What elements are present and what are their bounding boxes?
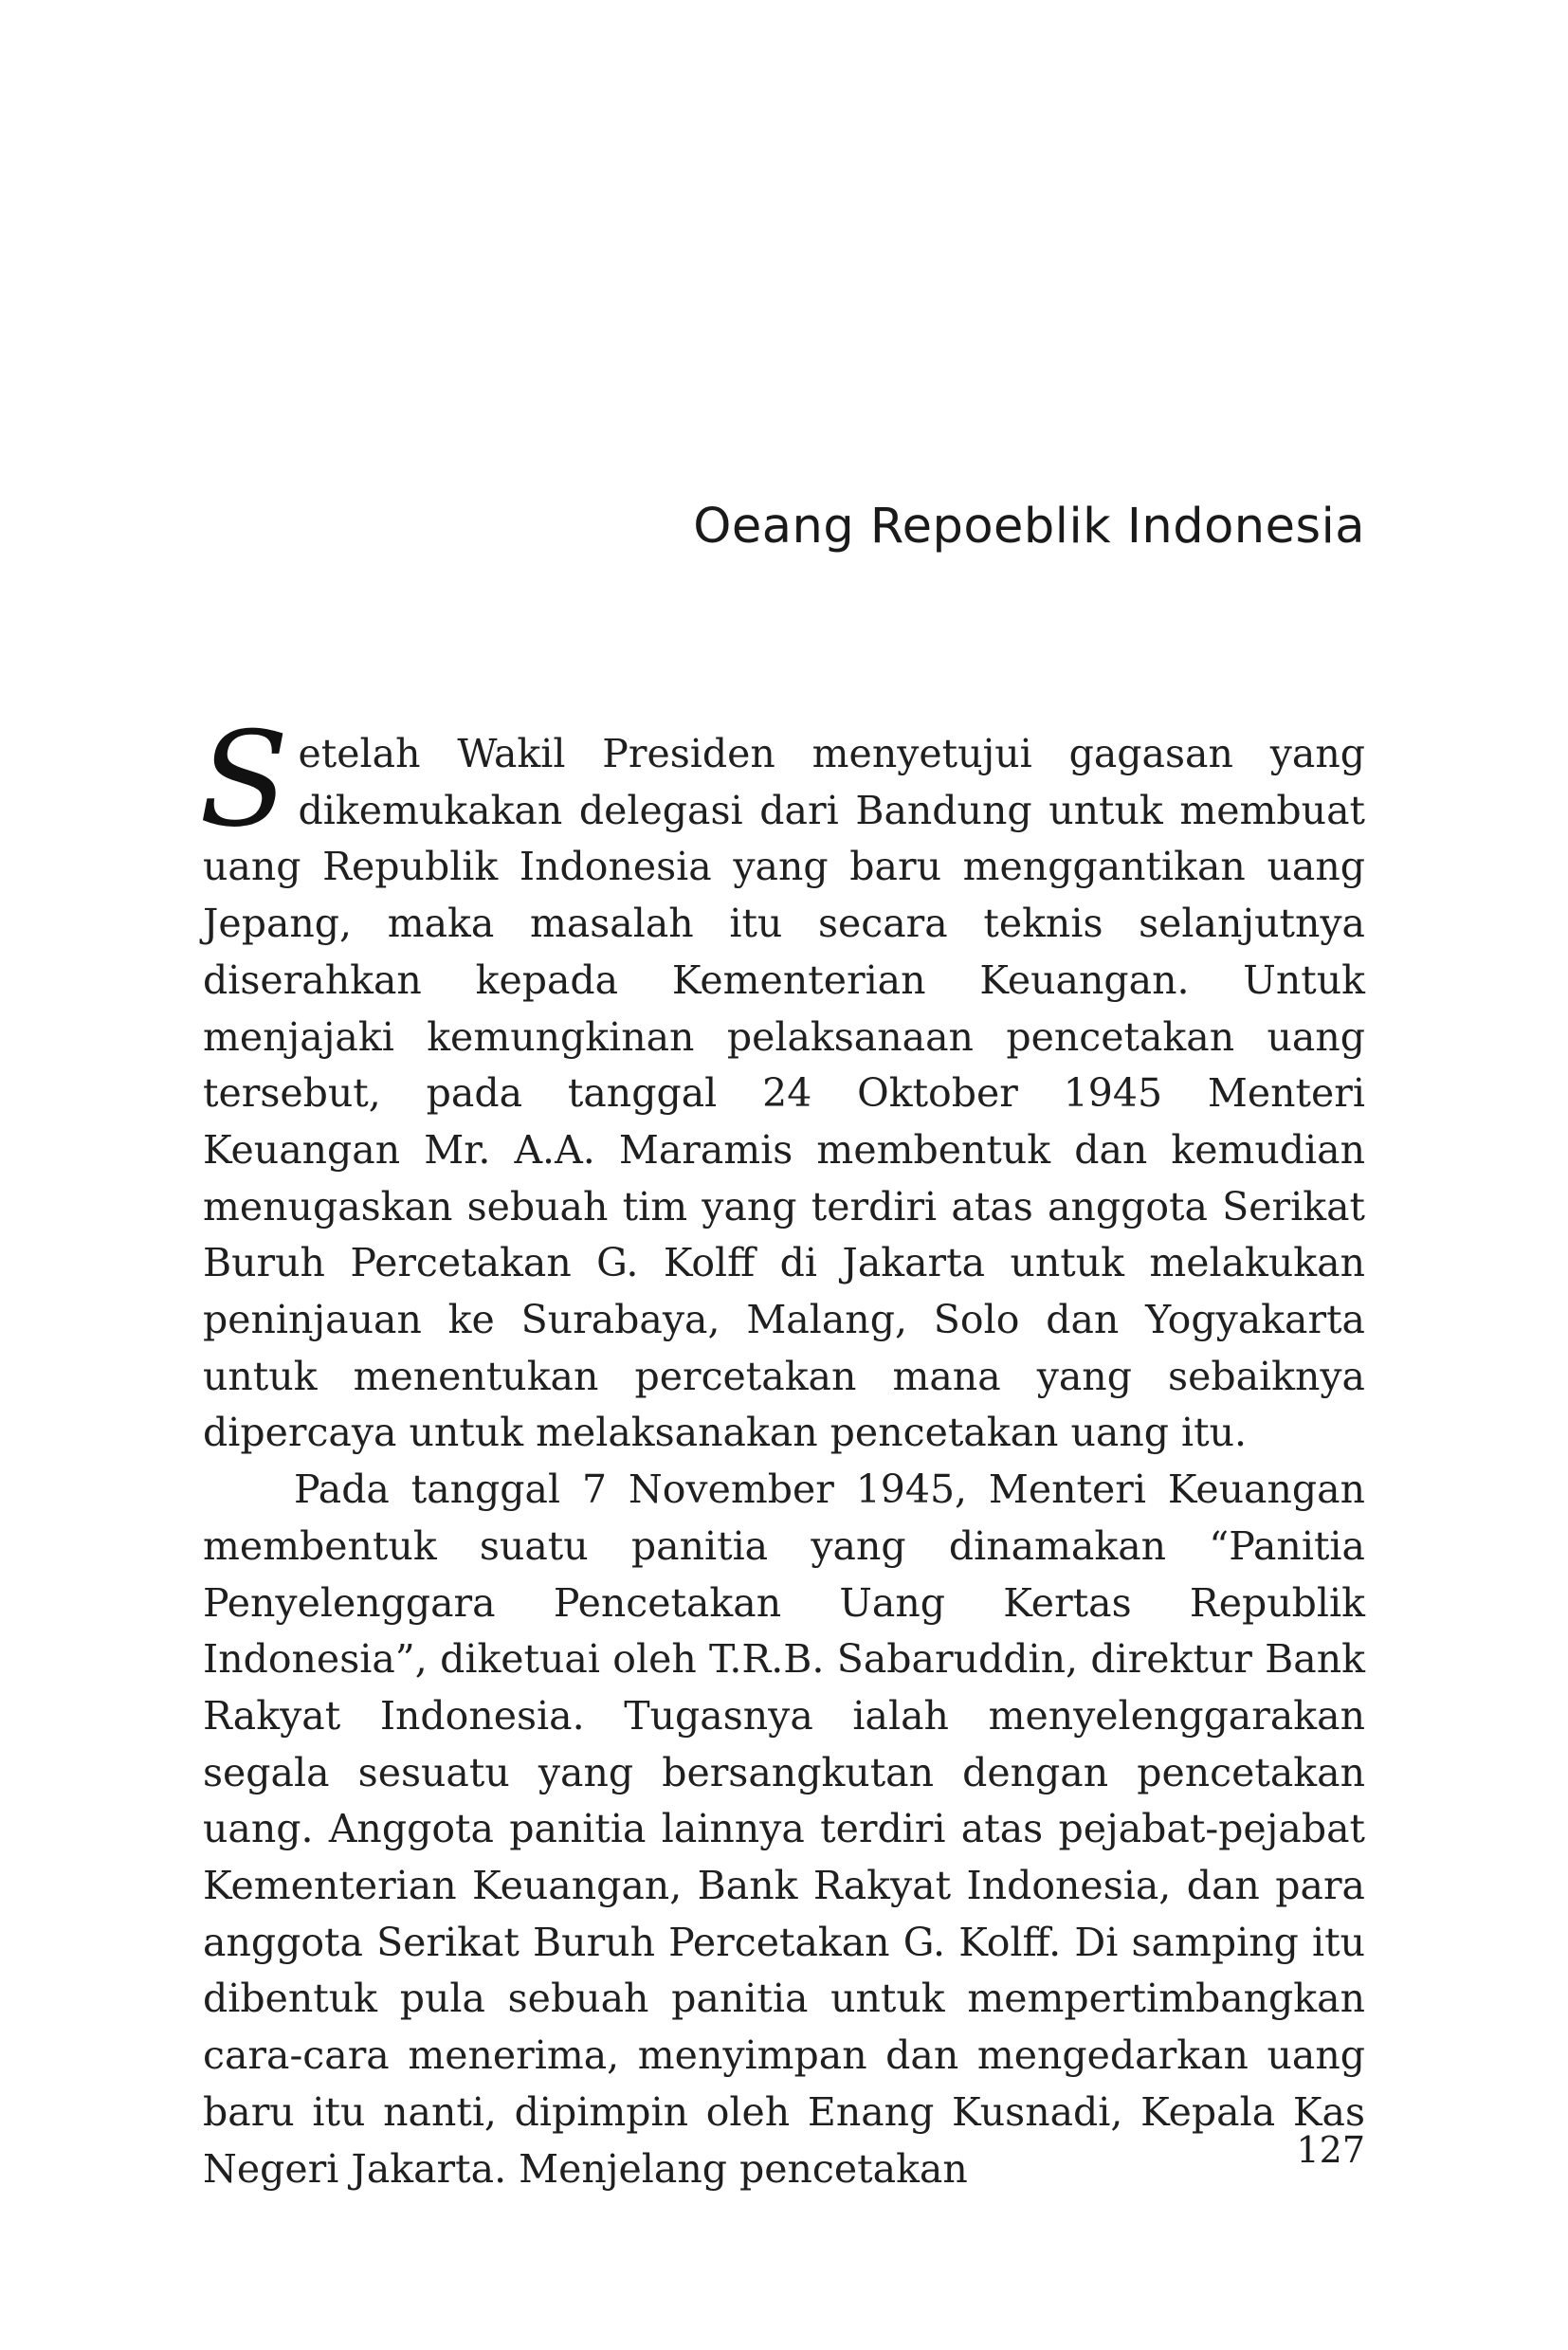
drop-cap: S — [199, 703, 289, 856]
body-text — [199, 703, 1365, 2197]
page-number: 127 — [1296, 2129, 1365, 2171]
paragraph-1 — [199, 703, 1365, 1462]
paragraph-1-text: etelah Wakil Presiden menyetujui gagasan yang dikemukakan delegasi dari Bandung untuk membuat uang Republik Indonesia yang baru menggantikan uang Jepang, maka masalah itu secara teknis selanjutnya diserahkan kepada Kementerian Keuangan. Untuk menjajaki kemungkinan pelaksanaan pencetakan uang tersebut, pada tanggal 24 Oktober 1945 Menteri Keuangan Mr. A.A. Maramis membentuk dan kemudian menugaskan sebuah tim yang terdiri atas anggota Serikat Buruh Percetakan G. Kolff di Jakarta untuk melakukan peninjauan ke Surabaya, Malang, Solo dan Yogyakarta untuk menentukan percetakan mana yang sebaiknya dipercaya untuk melaksanakan pencetakan uang itu. — [203, 731, 1365, 1456]
paragraph-2-text: Pada tanggal 7 November 1945, Menteri Keuangan membentuk suatu panitia yang dinamakan “Panitia Penyelenggara Pencetakan Uang Kertas Republik Indonesia”, diketuai oleh T.R.B. Sabaruddin, direktur Bank Rakyat Indonesia. Tugasnya ialah menyelenggarakan segala sesuatu yang bersangkutan dengan pencetakan uang. Anggota panitia lainnya terdiri atas pejabat-pejabat Kementerian Keuangan, Bank Rakyat Indonesia, dan para anggota Serikat Buruh Percetakan G. Kolff. Di samping itu dibentuk pula sebuah panitia untuk mempertimbangkan cara-cara menerima, menyimpan dan mengedarkan uang baru itu nanti, dipimpin oleh Enang Kusnadi, Kepala Kas Negeri Jakarta. Menjelang pencetakan — [203, 1466, 1365, 2192]
chapter-title: Oeang Repoeblik Indonesia — [693, 499, 1365, 555]
paragraph-2 — [203, 1462, 1365, 2197]
